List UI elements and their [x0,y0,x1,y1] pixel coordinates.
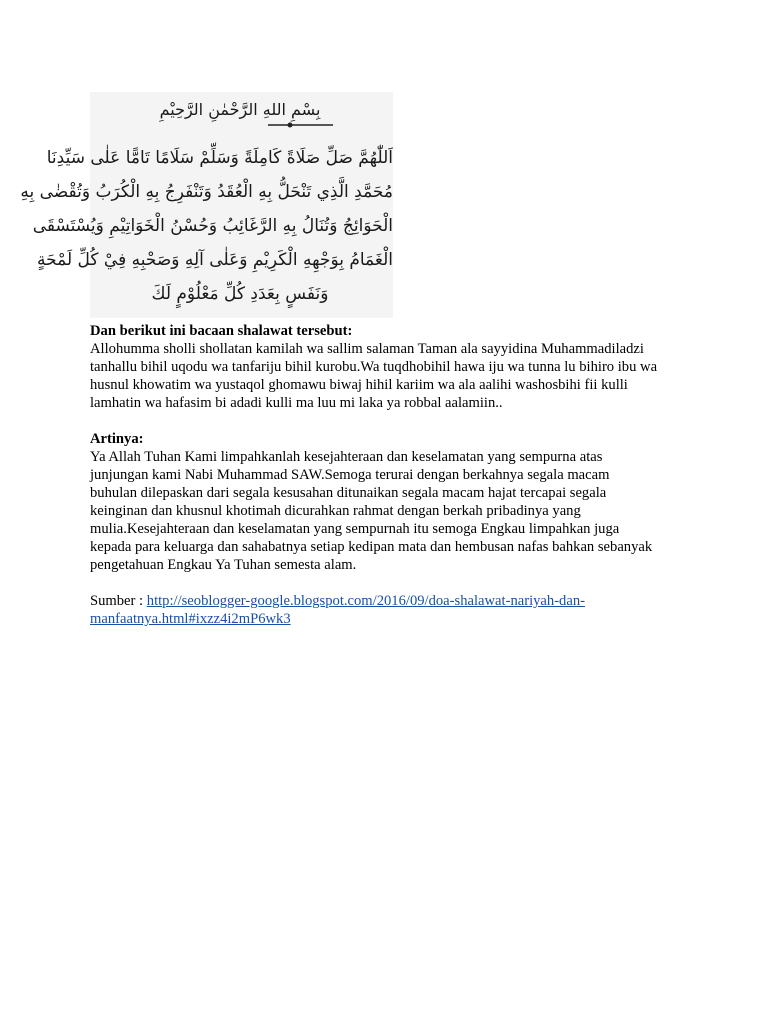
document-page [20,92,690,628]
text-line: keinginan dan khusnul khotimah dicurahkan rahmat dengan berkah pribadinya yang [90,503,581,519]
text-line: pengetahuan Engkau Ya Tuhan semesta alam. [90,557,357,573]
arabic-line: الْغَمَامُ بِوَجْهِهِ الْكَرِيْمِ وَعَلٰى آلِهِ وَصَحْبِهِ فِيْ كُلِّ لَمْحَةٍ [37,250,393,270]
transliteration-paragraph [90,340,690,412]
source-link-line: http://seoblogger-google.blogspot.com/2016/09/doa-shalawat-nariyah-dan- [146,593,585,609]
arabic-line: وَنَفَسٍ بِعَدَدِ كُلِّ مَعْلُوْمٍ لَكَ [151,284,329,304]
source-paragraph [90,592,690,628]
arabic-shalawat-image [20,92,393,318]
translation-paragraph [90,448,690,574]
text-line: Allohumma sholli shollatan kamilah wa sallim salaman Taman ala sayyidina Muhammadiladzi [90,341,644,357]
arabic-line-basmala: بِسْمِ اللهِ الرَّحْمٰنِ الرَّحِيْمِ [159,100,321,119]
arabic-line: اَللّٰهُمَّ صَلِّ صَلَاةً كَامِلَةً وَسَلِّمْ سَلَامًا تَامًّا عَلٰى سَيِّدِنَا [46,148,393,168]
source-label: Sumber : [90,593,147,609]
text-line: junjungan kami Nabi Muhammad SAW.Semoga terurai dengan berkahnya segala macam [90,467,610,483]
text-line: Ya Allah Tuhan Kami limpahkanlah kesejahteraan dan keselamatan yang sempurna atas [90,449,603,465]
text-line: buhulan dilepaskan dari segala kesusahan ditunaikan segala macam hajat tercapai segala [90,485,607,501]
text-line: mulia.Kesejahteraan dan keselamatan yang sempurnah itu semoga Engkau limpahkan juga [90,521,620,537]
text-line: kepada para keluarga dan sahabatnya setiap kedipan mata dan hembusan nafas bahkan sebanyak [90,539,653,555]
spacer [90,412,690,430]
text-line: lamhatin wa hafasim bi adadi kulli ma luu mi laka ya robbal aalamiin.. [90,395,503,411]
spacer [90,574,690,592]
text-line: tanhallu bihil uqodu wa tanfariju bihil kurobu.Wa tuqdhobihil hawa iju wa tunna lu bihiro ibu wa [90,359,658,375]
source-link[interactable] [90,593,585,627]
section-heading-artinya: Artinya: [90,431,144,447]
section-heading-bacaan: Dan berikut ini bacaan shalawat tersebut: [90,323,353,339]
text-line: husnul khowatim wa yustaqol ghomawu biwaj hihil kariim wa ala aalihi washosbihi fii kulli [90,377,628,393]
source-link-line: manfaatnya.html#ixzz4i2mP6wk3 [90,611,291,627]
arabic-line: الْحَوَائِجُ وَتُنَالُ بِهِ الرَّغَائِبُ وَحُسْنُ الْخَوَاتِيْمِ وَيُسْتَسْقَى [32,216,393,236]
arabic-line: مُحَمَّدِ الَّذِي تَنْحَلُّ بِهِ الْعُقَدُ وَتَنْفَرِجُ بِهِ الْكُرَبُ وَتُقْضٰى بِهِ [20,182,393,202]
